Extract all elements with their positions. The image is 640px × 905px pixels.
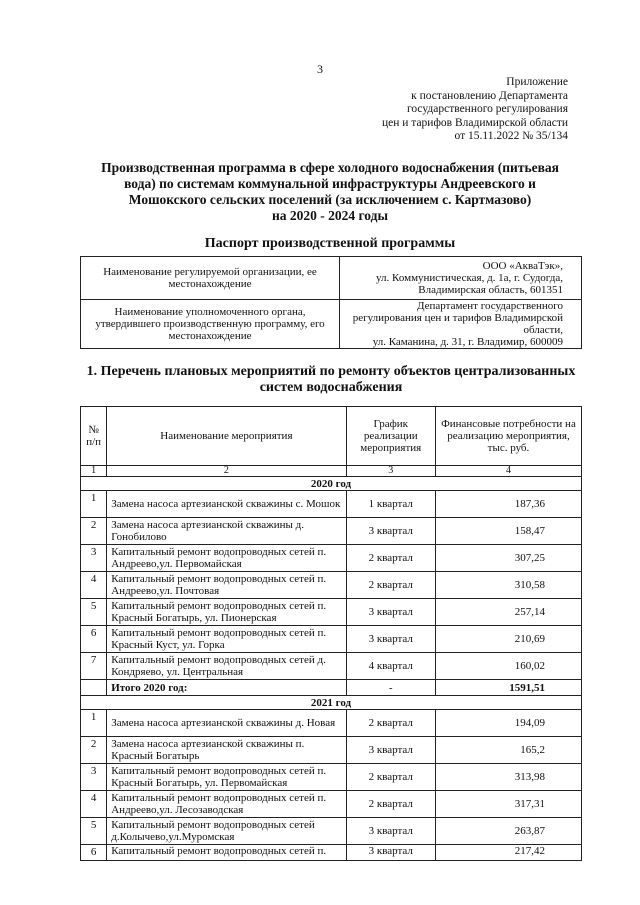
row-amount: 160,02 [435, 653, 581, 680]
title-line: вода) по системам коммунальной инфраструктуры Андреевского и [124, 176, 536, 191]
row-measure: Капитальный ремонт водопроводных сетей п. Андреево,ул. Почтовая [107, 572, 346, 599]
row-measure: Капитальный ремонт водопроводных сетей п. Красный Богатырь, ул. Первомайская [107, 764, 346, 791]
row-schedule: 3 квартал [346, 845, 435, 861]
row-number: 6 [81, 626, 107, 653]
appendix-line: к постановлению Департамента [411, 89, 568, 102]
table-row [81, 599, 582, 626]
row-measure: Капитальный ремонт водопроводных сетей п. Андреево,ул. Лесозаводская [107, 791, 346, 818]
table-row [81, 791, 582, 818]
total-schedule: - [346, 680, 435, 696]
document-title [80, 160, 580, 224]
row-number: 1 [81, 491, 107, 518]
table-row [81, 845, 582, 861]
row-number: 4 [81, 791, 107, 818]
column-number: 4 [435, 466, 581, 477]
header-cell-amount: Финансовые потребности на реализацию мероприятия, тыс. руб. [435, 407, 581, 466]
row-measure: Капитальный ремонт водопроводных сетей п. Красный Богатырь, ул. Пионерская [107, 599, 346, 626]
passport-value-line: ООО «АкваТэк», [482, 260, 563, 272]
row-number: 2 [81, 518, 107, 545]
row-amount: 317,31 [435, 791, 581, 818]
passport-label: Наименование уполномоченного органа, утвердившего производственную программу, его местонахождение [81, 300, 340, 349]
total-row [81, 680, 582, 696]
row-measure: Замена насоса артезианской скважины д. Новая [107, 710, 346, 737]
appendix-note [348, 76, 568, 144]
header-cell-number: № п/п [81, 407, 107, 466]
row-amount: 313,98 [435, 764, 581, 791]
year-row [81, 696, 582, 710]
table-row [81, 710, 582, 737]
row-number: 3 [81, 764, 107, 791]
row-number: 6 [81, 845, 107, 861]
passport-value [340, 300, 582, 349]
appendix-line: Приложение [506, 76, 568, 88]
table-row [81, 518, 582, 545]
row-schedule: 4 квартал [346, 653, 435, 680]
table-row [81, 737, 582, 764]
table-row [81, 572, 582, 599]
row-amount: 310,58 [435, 572, 581, 599]
passport-value-line: регулирования цен и тарифов Владимирской [352, 312, 563, 324]
row-schedule: 3 квартал [346, 518, 435, 545]
row-amount: 217,42 [435, 845, 581, 861]
year-label: 2020 год [81, 477, 582, 491]
row-schedule: 2 квартал [346, 764, 435, 791]
passport-value-line: ул. Коммунистическая, д. 1а, г. Судогда, [376, 272, 563, 284]
passport-value-line: Владимирская область, 601351 [418, 284, 563, 296]
table-row [81, 764, 582, 791]
column-number-row [81, 466, 582, 477]
column-number: 1 [81, 466, 107, 477]
total-label: Итого 2020 год: [107, 680, 346, 696]
row-schedule: 2 квартал [346, 710, 435, 737]
section-heading-line: 1. Перечень плановых мероприятий по ремонту объектов централизованных [86, 364, 576, 379]
row-schedule: 2 квартал [346, 791, 435, 818]
appendix-line: цен и тарифов Владимирской области [381, 116, 568, 129]
row-measure: Капитальный ремонт водопроводных сетей п. [107, 845, 346, 861]
passport-value [340, 257, 582, 300]
row-amount: 307,25 [435, 545, 581, 572]
row-amount: 158,47 [435, 518, 581, 545]
row-amount: 194,09 [435, 710, 581, 737]
table-row [81, 545, 582, 572]
year-row [81, 477, 582, 491]
passport-row [81, 300, 582, 349]
row-measure: Замена насоса артезианской скважины д. Гонобилово [107, 518, 346, 545]
row-amount: 263,87 [435, 818, 581, 845]
row-schedule: 2 квартал [346, 545, 435, 572]
passport-row [81, 257, 582, 300]
column-number: 2 [107, 466, 346, 477]
row-number: 4 [81, 572, 107, 599]
title-line: на 2020 - 2024 годы [271, 208, 389, 223]
total-amount: 1591,51 [435, 680, 581, 696]
row-measure: Капитальный ремонт водопроводных сетей п. Красный Куст, ул. Горка [107, 626, 346, 653]
row-number: 3 [81, 545, 107, 572]
total-number-cell [81, 680, 107, 696]
row-amount: 210,69 [435, 626, 581, 653]
table-row [81, 653, 582, 680]
row-number: 5 [81, 818, 107, 845]
row-measure: Замена насоса артезианской скважины п. Красный Богатырь [107, 737, 346, 764]
header-cell-schedule: График реализации мероприятия [346, 407, 435, 466]
row-schedule: 3 квартал [346, 599, 435, 626]
appendix-line: государственного регулирования [406, 103, 568, 115]
passport-label: Наименование регулируемой организации, ее местонахождение [81, 257, 340, 300]
passport-value-line: области, [523, 324, 563, 336]
year-label: 2021 год [81, 696, 582, 710]
table-row [81, 626, 582, 653]
row-measure: Капитальный ремонт водопроводных сетей п. Андреево,ул. Первомайская [107, 545, 346, 572]
row-amount: 165,2 [435, 737, 581, 764]
appendix-line: от 15.11.2022 № 35/134 [454, 130, 568, 142]
row-measure: Капитальный ремонт водопроводных сетей д.Колычево,ул.Муромская [107, 818, 346, 845]
passport-heading: Паспорт производственной программы [204, 236, 456, 251]
row-schedule: 3 квартал [346, 626, 435, 653]
section-heading [80, 364, 582, 396]
title-line: Производственная программа в сфере холодного водоснабжения (питьевая [101, 160, 559, 175]
title-line: Мошокского сельских поселений (за исключением с. Картмазово) [128, 192, 532, 207]
row-number: 1 [81, 710, 107, 737]
row-number: 7 [81, 653, 107, 680]
table-row [81, 491, 582, 518]
passport-table [80, 256, 582, 349]
row-schedule: 1 квартал [346, 491, 435, 518]
row-number: 2 [81, 737, 107, 764]
page-number: 3 [317, 62, 323, 76]
row-number: 5 [81, 599, 107, 626]
row-measure: Капитальный ремонт водопроводных сетей д. Кондряево, ул. Центральная [107, 653, 346, 680]
row-schedule: 2 квартал [346, 572, 435, 599]
measures-table [80, 406, 582, 861]
table-row [81, 818, 582, 845]
section-heading-line: систем водоснабжения [259, 380, 403, 395]
row-measure: Замена насоса артезианской скважины с. Мошок [107, 491, 346, 518]
row-amount: 257,14 [435, 599, 581, 626]
column-number: 3 [346, 466, 435, 477]
header-cell-name: Наименование мероприятия [107, 407, 346, 466]
row-amount: 187,36 [435, 491, 581, 518]
row-schedule: 3 квартал [346, 818, 435, 845]
table-header-row [81, 407, 582, 466]
passport-value-line: ул. Каманина, д. 31, г. Владимир, 600009 [372, 336, 563, 348]
row-schedule: 3 квартал [346, 737, 435, 764]
passport-value-line: Департамент государственного [416, 300, 563, 312]
